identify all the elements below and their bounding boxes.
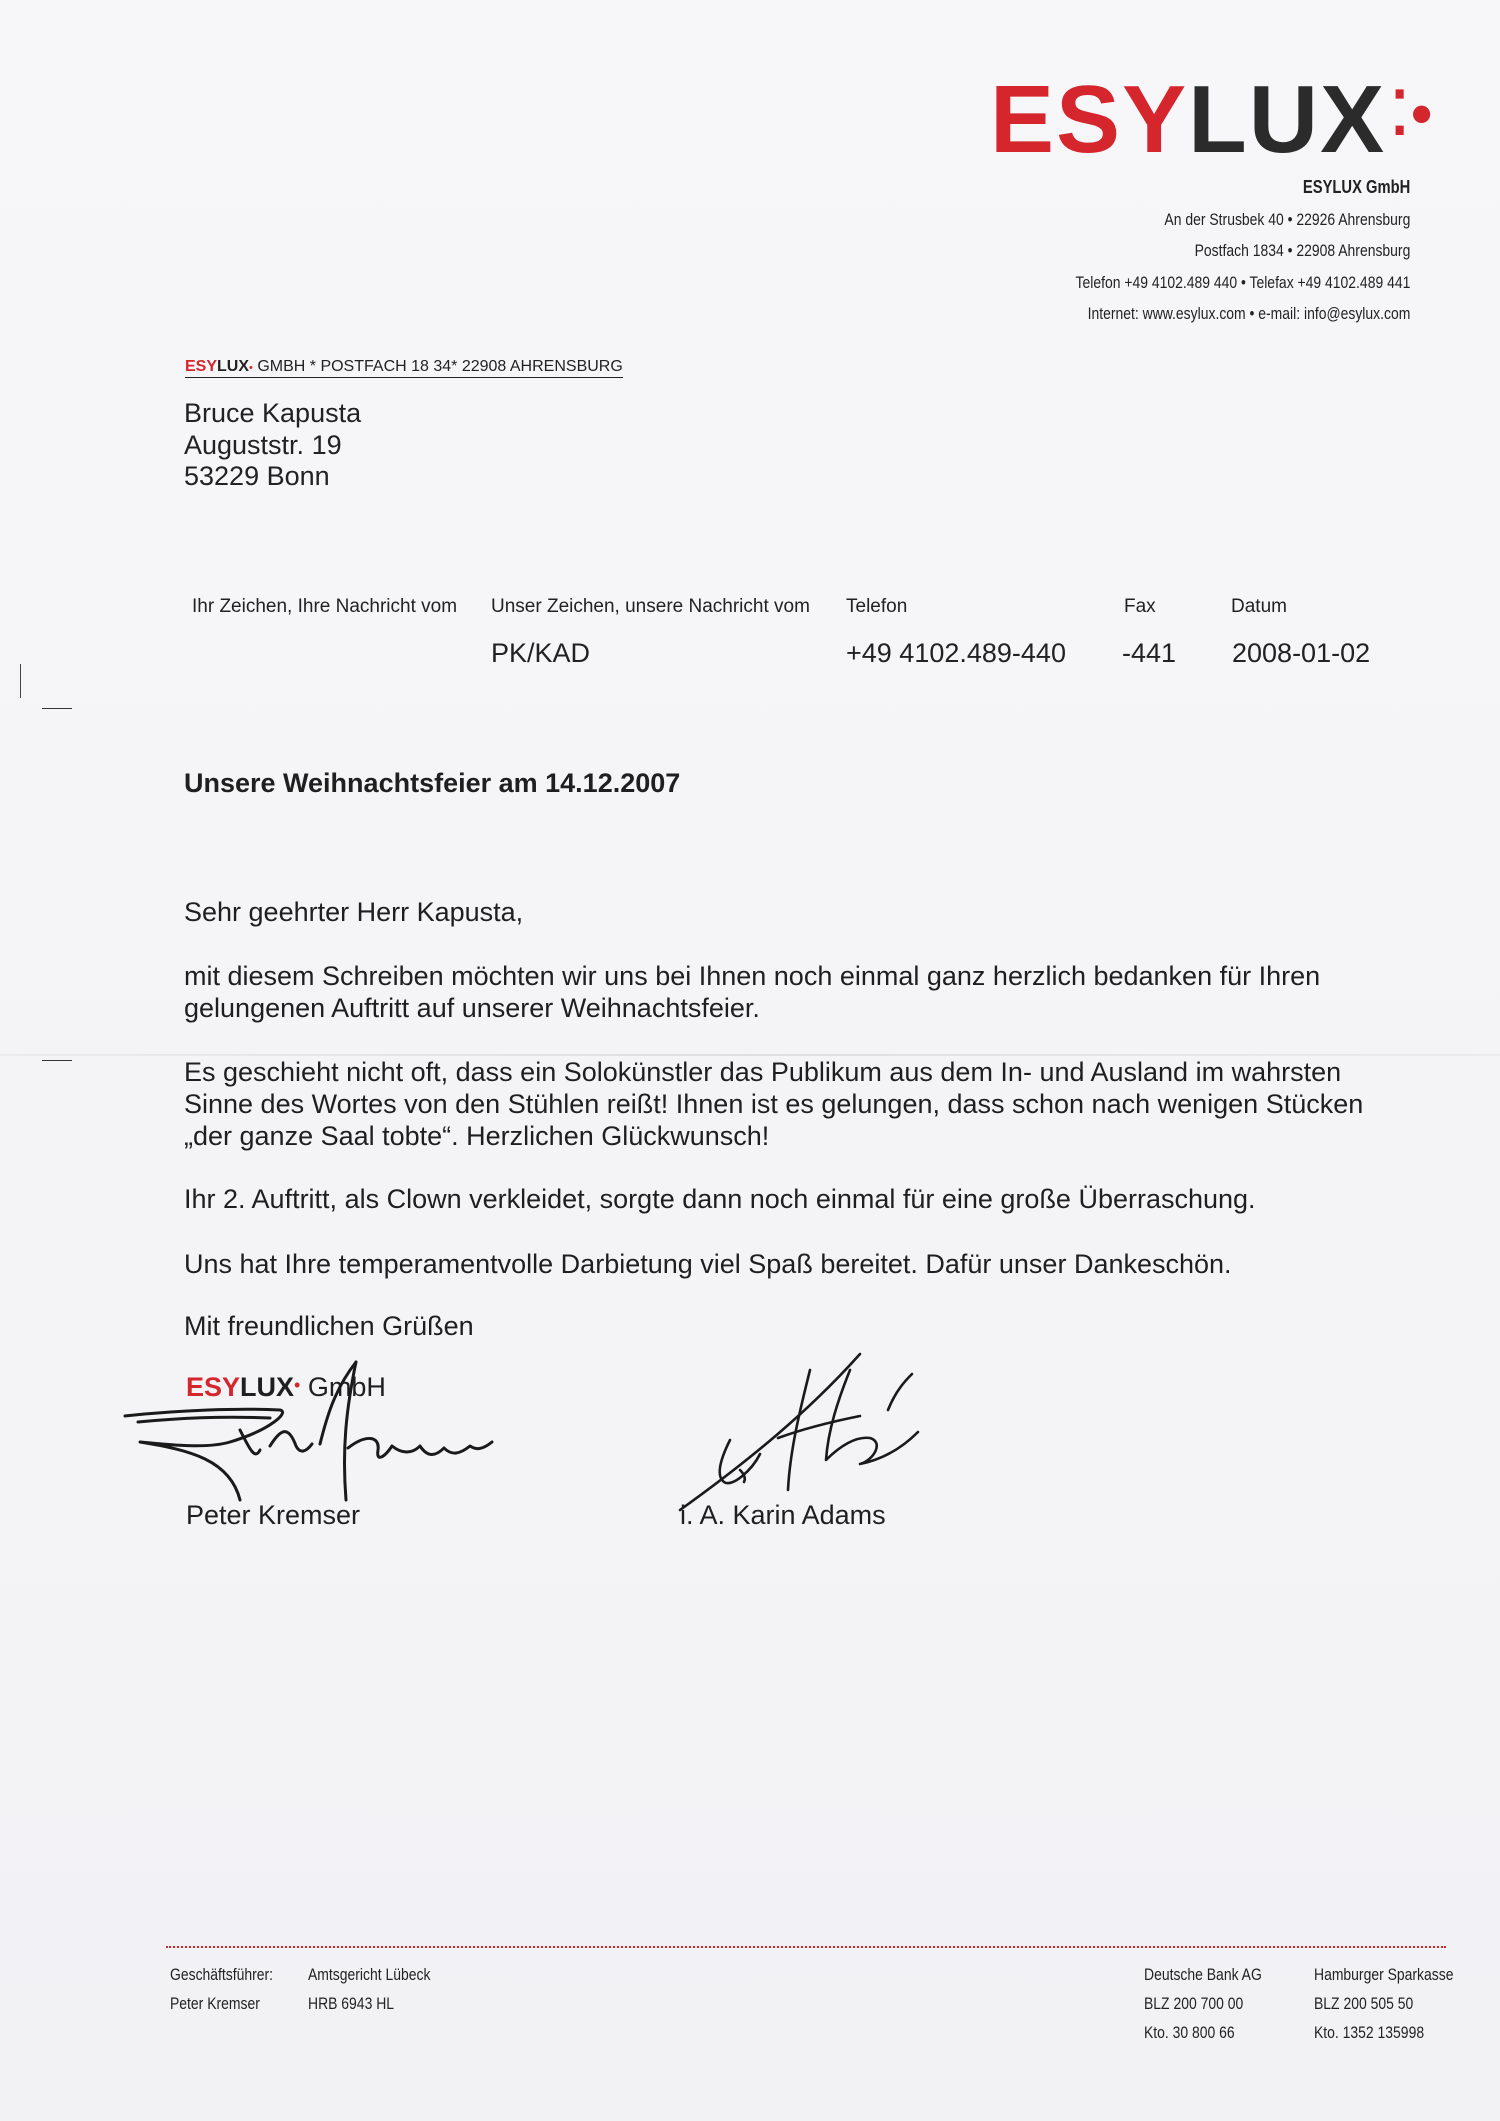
- company-name: ESYLUX GmbH: [1302, 177, 1410, 197]
- paragraph-2: Es geschieht nicht oft, dass ein Solokünstler das Publikum aus dem In- und Ausland im wahrsten Sinne des Wortes von den Stühlen reißt! Ihnen ist es gelungen, dass schon nach wenigen Stücken „der ganze Saal tobte“. Herzlichen Glückwunsch!: [184, 1057, 1364, 1151]
- logo-dots-icon: ⁚•: [1390, 80, 1435, 147]
- recipient-street: Auguststr. 19: [184, 429, 342, 460]
- footer-bank-2: Hamburger Sparkasse BLZ 200 505 50 Kto. 1352 135998: [1314, 1965, 1454, 2042]
- hole-punch-mark: [20, 664, 21, 698]
- signature-karin-adams: [660, 1350, 990, 1520]
- label-fax: Fax: [1124, 596, 1156, 617]
- company-contact: Telefon +49 4102.489 440 • Telefax +49 4102.489 441: [1075, 272, 1410, 292]
- company-address-1: An der Strusbek 40 • 22926 Ahrensburg: [1164, 209, 1410, 229]
- value-fax: -441: [1122, 638, 1177, 668]
- fold-mark-top: [42, 708, 72, 709]
- recipient-address: [184, 398, 361, 493]
- value-unser-zeichen: PK/KAD: [491, 638, 591, 668]
- closing: Mit freundlichen Grüßen: [184, 1311, 474, 1341]
- value-datum: 2008-01-02: [1232, 638, 1371, 668]
- footer-bank-1: Deutsche Bank AG BLZ 200 700 00 Kto. 30 800 66: [1144, 1965, 1262, 2042]
- salutation: Sehr geehrter Herr Kapusta,: [184, 897, 524, 927]
- paragraph-1: mit diesem Schreiben möchten wir uns bei Ihnen noch einmal ganz herzlich bedanken für Ihren gelungenen Auftritt auf unserer Weihnachtsfeier.: [184, 961, 1321, 1023]
- label-telefon: Telefon: [846, 596, 908, 617]
- footer-divider: [166, 1946, 1446, 1948]
- sender-return-line: ESYLUX• GMBH * POSTFACH 18 34* 22908 AHRENSBURG: [185, 358, 623, 378]
- recipient-name: Bruce Kapusta: [184, 398, 362, 428]
- company-web: Internet: www.esylux.com • e-mail: info@esylux.com: [1087, 304, 1410, 323]
- paragraph-4: Uns hat Ihre temperamentvolle Darbietung viel Spaß bereitet. Dafür unser Dankeschön.: [184, 1249, 1232, 1279]
- label-ihr-zeichen: Ihr Zeichen, Ihre Nachricht vom: [192, 596, 458, 617]
- signer-2-name: i. A. Karin Adams: [680, 1500, 886, 1530]
- paragraph-3: Ihr 2. Auftritt, als Clown verkleidet, sorgte dann noch einmal für eine große Überraschung.: [184, 1184, 1256, 1214]
- value-telefon: +49 4102.489-440: [846, 638, 1066, 668]
- recipient-city: 53229 Bonn: [184, 461, 330, 491]
- company-address-2: Postfach 1834 • 22908 Ahrensburg: [1194, 241, 1410, 260]
- footer-court-registration: Amtsgericht Lübeck HRB 6943 HL: [308, 1965, 431, 2013]
- letter-subject: Unsere Weihnachtsfeier am 14.12.2007: [184, 768, 681, 798]
- label-datum: Datum: [1231, 596, 1287, 617]
- signer-1-name: Peter Kremser: [186, 1500, 361, 1530]
- signature-peter-kremser: [120, 1350, 520, 1520]
- esylux-logo: ESYLUX⁚•: [990, 66, 1435, 173]
- signature-company: ESYLUX• GmbH: [186, 1372, 386, 1402]
- footer-managing-director: Geschäftsführer: Peter Kremser: [170, 1965, 274, 2013]
- company-address: [1075, 172, 1410, 330]
- label-unser-zeichen: Unser Zeichen, unsere Nachricht vom: [491, 596, 810, 617]
- fold-mark-middle: [42, 1060, 72, 1061]
